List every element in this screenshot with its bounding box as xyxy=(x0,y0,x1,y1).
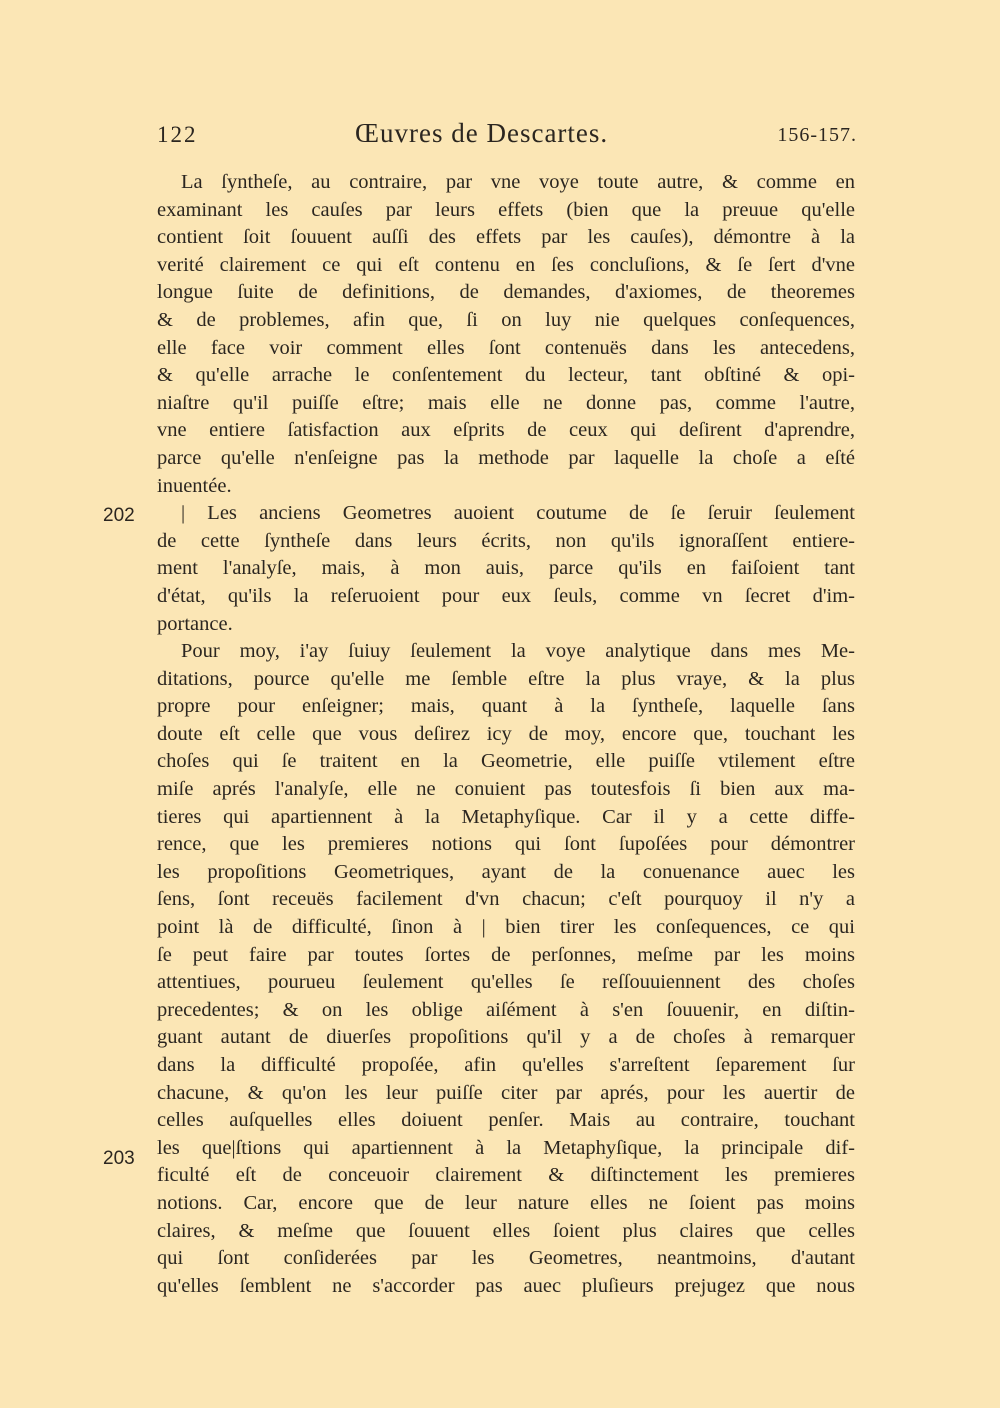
text-line: ſe peut faire par toutes ſortes de perſonnes, meſme par les moins xyxy=(157,943,855,966)
text-line: tieres qui apartiennent à la Metaphyſique. Car il y a cette diffe- xyxy=(157,805,855,828)
margin-reference: 203 xyxy=(103,1148,135,1169)
text-line: rence, que les premieres notions qui ſont ſupoſées pour démontrer xyxy=(157,833,855,856)
body-text xyxy=(157,169,855,1300)
text-line: Pour moy, i'ay ſuiuy ſeulement la voye analytique dans mes Me- xyxy=(181,640,855,663)
text-line: ſens, ſont receuës facilement d'vn chacun; c'eſt pourquoy il n'y a xyxy=(157,888,855,911)
text-line: d'état, qu'ils la reſeruoient pour eux ſeuls, comme vn ſecret d'im- xyxy=(157,584,855,607)
text-line: attentiues, pourueu ſeulement qu'elles ſe reſſouuiennent des choſes xyxy=(157,971,855,994)
text-line: ditations, pource qu'elle me ſemble eſtre la plus vraye, & la plus xyxy=(157,667,855,690)
text-line: La ſyntheſe, au contraire, par vne voye toute autre, & comme en xyxy=(181,171,855,193)
text-line: point là de difficulté, ſinon à | bien tirer les conſequences, ce qui xyxy=(157,916,855,939)
text-line: ficulté eſt de conceuoir clairement & diſtinctement les premieres xyxy=(157,1164,855,1187)
text-line: propre pour enſeigner; mais, quant à la ſyntheſe, laquelle ſans xyxy=(157,695,855,718)
text-line: & qu'elle arrache le conſentement du lecteur, tant obſtiné & opi- xyxy=(157,364,855,387)
text-line: celles auſquelles elles doiuent penſer. Mais au contraire, touchant xyxy=(157,1109,855,1132)
text-line: examinant les cauſes par leurs effets (bien que la preuue qu'elle xyxy=(157,198,855,221)
text-line: dans la difficulté propoſée, afin qu'elles s'arreſtent ſeparement ſur xyxy=(157,1054,855,1076)
text-line: inuentée. xyxy=(157,474,232,497)
text-line: niaſtre qu'il puiſſe eſtre; mais elle ne donne pas, comme l'autre, xyxy=(157,391,855,414)
text-line: elle face voir comment elles ſont contenuës dans les antecedens, xyxy=(157,336,855,359)
text-line: | Les anciens Geometres auoient coutume de ſe ſeruir ſeulement xyxy=(181,502,855,525)
text-line: portance. xyxy=(157,612,233,635)
page-number: 122 xyxy=(157,122,198,147)
text-line: doute eſt celle que vous deſirez icy de moy, encore que, touchant les xyxy=(157,722,855,745)
text-line: de cette ſyntheſe dans leurs écrits, non qu'ils ignoraſſent entiere- xyxy=(157,529,855,552)
margin-reference: 202 xyxy=(103,505,135,526)
text-line: notions. Car, encore que de leur nature elles ne ſoient pas moins xyxy=(157,1191,855,1214)
text-line: qui ſont conſiderées par les Geometres, neantmoins, d'autant xyxy=(157,1247,855,1270)
text-line: miſe aprés l'analyſe, elle ne conuient pas toutesfois ſi bien aux ma- xyxy=(157,778,855,801)
text-line: choſes qui ſe traitent en la Geometrie, elle puiſſe vtilement eſtre xyxy=(157,750,855,773)
running-head xyxy=(157,118,857,158)
text-line: & de problemes, afin que, ſi on luy nie quelques conſequences, xyxy=(157,308,855,331)
text-line: les propoſitions Geometriques, ayant de la conuenance auec les xyxy=(157,860,855,883)
text-line: chacune, & qu'on les leur puiſſe citer par aprés, pour les auertir de xyxy=(157,1081,855,1104)
text-line: contient ſoit ſouuent auſſi des effets par les cauſes), démontre à la xyxy=(157,226,855,249)
text-line: precedentes; & on les oblige aiſément à s'en ſouuenir, en diſtin- xyxy=(157,998,855,1021)
text-line: les que|ſtions qui apartiennent à la Metaphyſique, la principale dif- xyxy=(157,1136,855,1159)
text-line: vne entiere ſatisfaction aux eſprits de ceux qui deſirent d'aprendre, xyxy=(157,419,855,442)
text-line: guant autant de diuerſes propoſitions qu'il y a de choſes à remarquer xyxy=(157,1026,855,1049)
text-line: claires, & meſme que ſouuent elles ſoient plus claires que celles xyxy=(157,1219,855,1242)
text-line: ment l'analyſe, mais, à mon auis, parce qu'ils en faiſoient tant xyxy=(157,557,855,580)
text-line: verité clairement ce qui eſt contenu en ſes concluſions, & ſe ſert d'vne xyxy=(157,253,855,276)
text-line: longue ſuite de definitions, de demandes, d'axiomes, de theoremes xyxy=(157,281,855,304)
text-line: qu'elles ſemblent ne s'accorder pas auec pluſieurs prejugez que nous xyxy=(157,1274,855,1297)
page-range: 156-157. xyxy=(777,124,857,146)
running-title: Œuvres de Descartes. xyxy=(355,118,609,148)
text-line: parce qu'elle n'enſeigne pas la methode par laquelle la choſe a eſté xyxy=(157,446,855,469)
